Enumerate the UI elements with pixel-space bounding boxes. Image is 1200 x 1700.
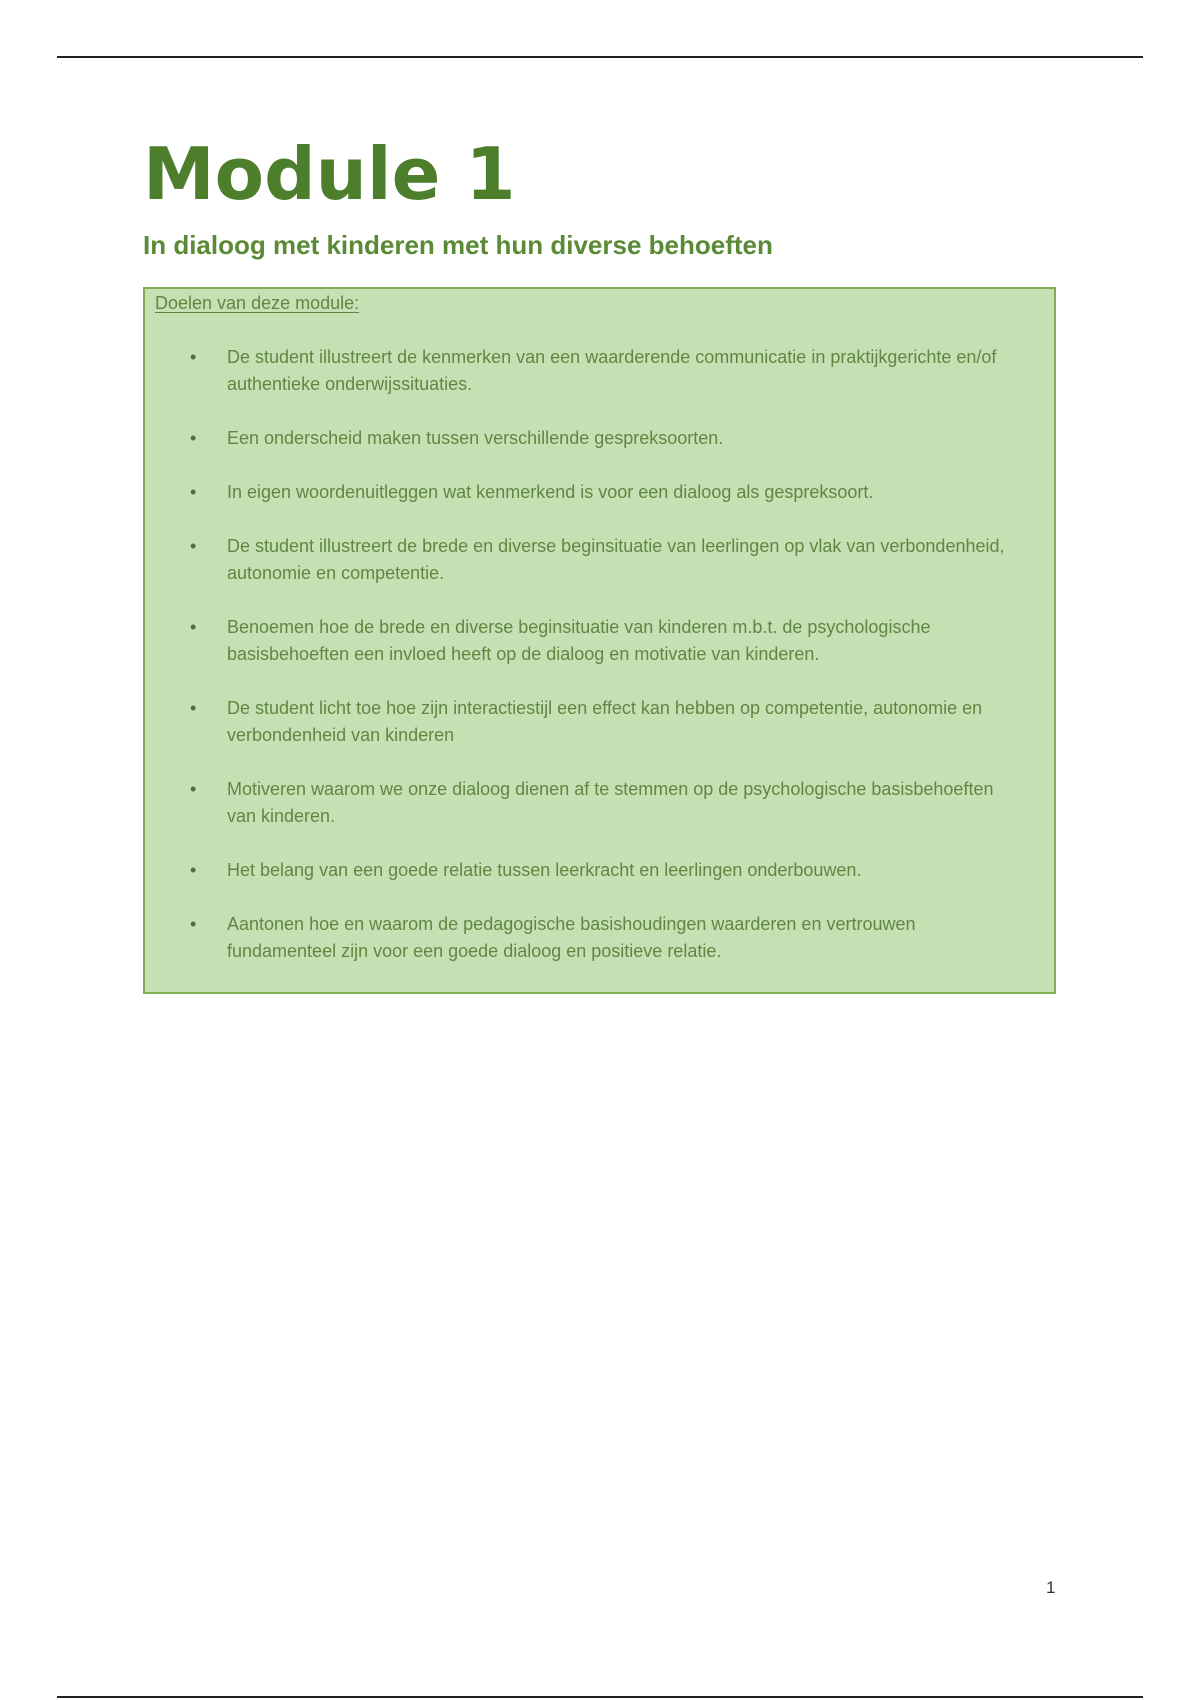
goals-box (143, 287, 1056, 994)
goal-text: De student illustreert de brede en diverse beginsituatie van leerlingen op vlak van verbondenheid, autonomie en competentie. (227, 536, 1005, 583)
goal-text: Benoemen hoe de brede en diverse beginsituatie van kinderen m.b.t. de psychologische basisbehoeften een invloed heeft op de dialoog en motivatie van kinderen. (227, 617, 931, 664)
page-title: Module 1 (143, 132, 516, 216)
goal-text: Een onderscheid maken tussen verschillende gespreksoorten. (227, 428, 724, 448)
page-number: 1 (1046, 1578, 1056, 1597)
goals-heading: Doelen van deze module: (155, 293, 360, 313)
bullet-icon: • (190, 779, 197, 799)
list-item (145, 857, 1054, 884)
bullet-icon: • (190, 482, 197, 502)
bullet-icon: • (190, 914, 197, 934)
bullet-icon: • (190, 347, 197, 367)
bullet-icon: • (190, 617, 197, 637)
list-item (145, 911, 1054, 965)
page-subtitle: In dialoog met kinderen met hun diverse behoeften (143, 230, 773, 260)
bullet-icon: • (190, 698, 197, 718)
goal-text: Aantonen hoe en waarom de pedagogische basishoudingen waarderen en vertrouwen fundamenteel zijn voor een goede dialoog en positieve relatie. (227, 914, 916, 961)
list-item (145, 344, 1054, 398)
bullet-icon: • (190, 428, 197, 448)
list-item (145, 479, 1054, 506)
list-item (145, 614, 1054, 668)
goals-list (145, 344, 1054, 965)
list-item (145, 695, 1054, 749)
list-item (145, 533, 1054, 587)
bottom-rule (57, 1696, 1143, 1698)
goal-text: Motiveren waarom we onze dialoog dienen af te stemmen op de psychologische basisbehoeften van kinderen. (227, 779, 994, 826)
goal-text: De student illustreert de kenmerken van een waarderende communicatie in praktijkgerichte en/of authentieke onderwijssituaties. (227, 347, 997, 394)
list-item (145, 425, 1054, 452)
bullet-icon: • (190, 536, 197, 556)
list-item (145, 776, 1054, 830)
goal-text: In eigen woordenuitleggen wat kenmerkend is voor een dialoog als gespreksoort. (227, 482, 874, 502)
top-rule (57, 56, 1143, 58)
goal-text: De student licht toe hoe zijn interactiestijl een effect kan hebben op competentie, autonomie en verbondenheid van kinderen (227, 698, 983, 745)
bullet-icon: • (190, 860, 197, 880)
goal-text: Het belang van een goede relatie tussen leerkracht en leerlingen onderbouwen. (227, 860, 862, 880)
